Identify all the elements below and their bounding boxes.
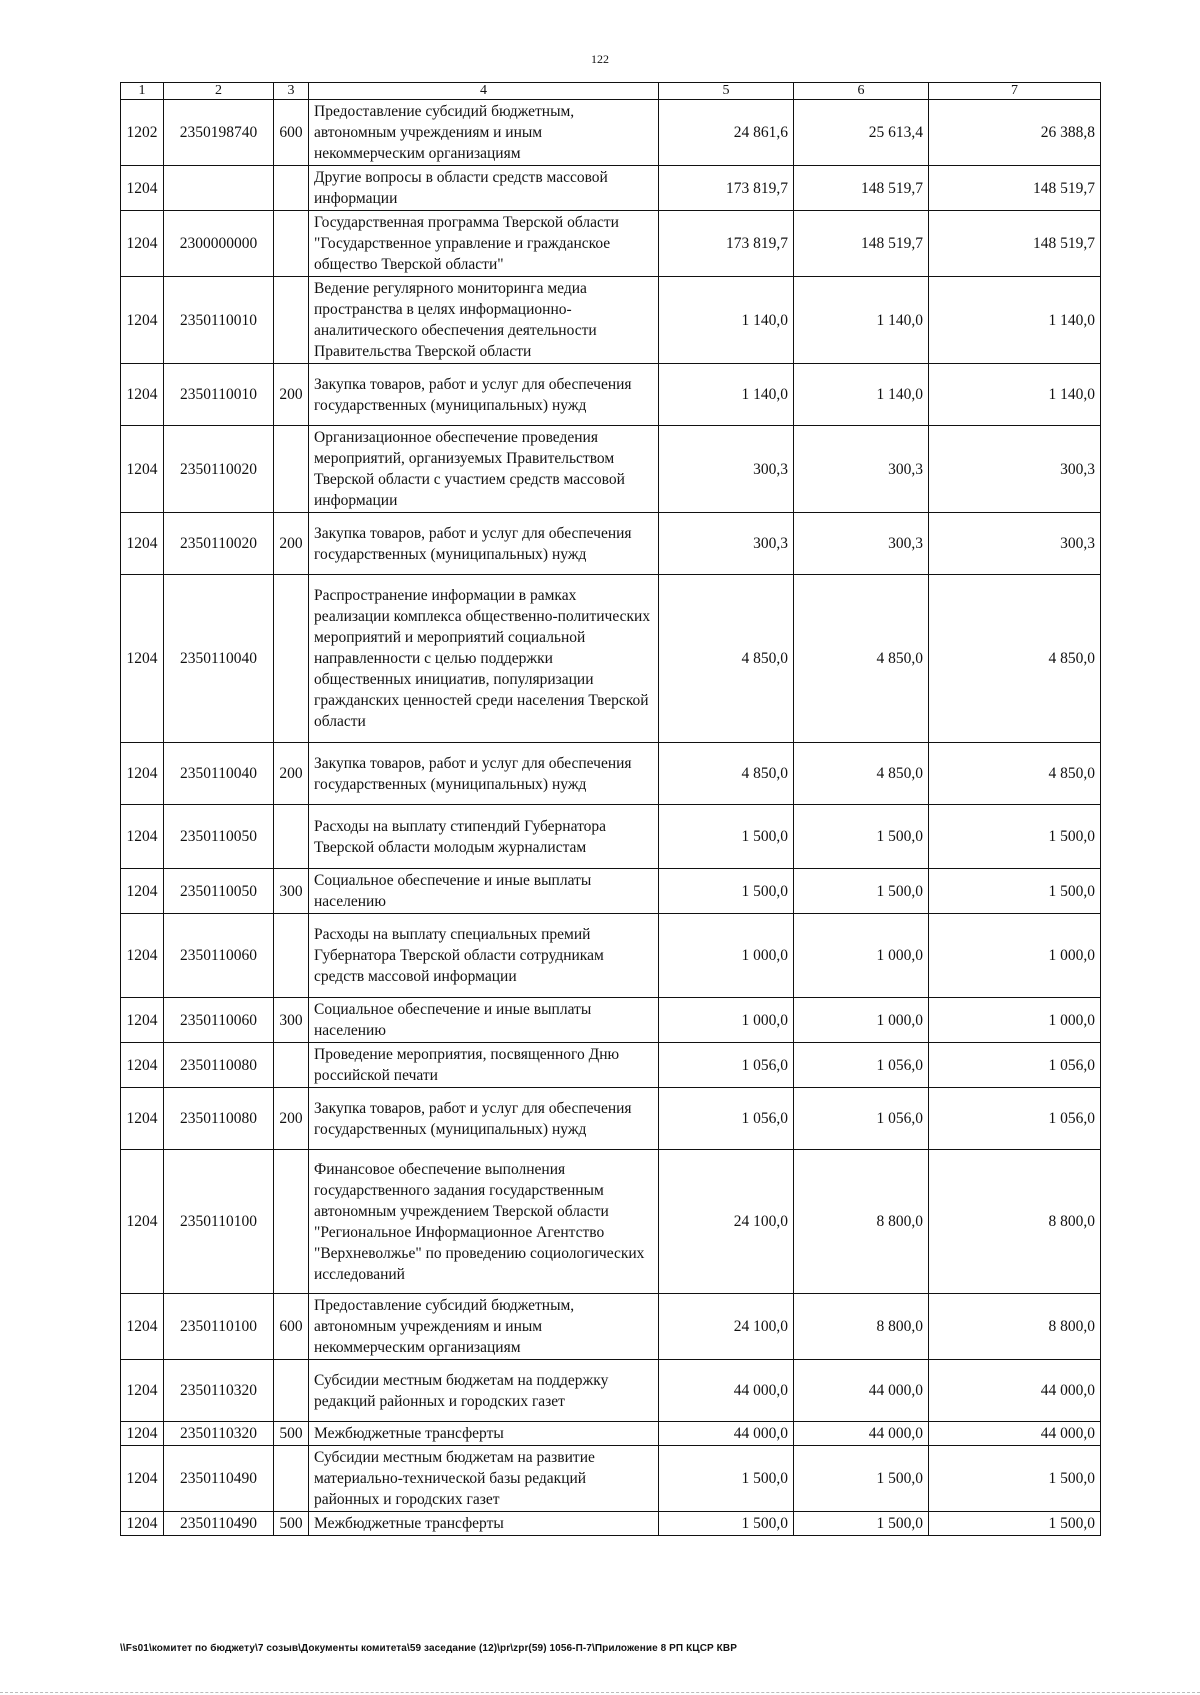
cell-section-code: 1204 (121, 364, 164, 426)
cell-amount-year-3: 26 388,8 (929, 100, 1101, 166)
cell-section-code: 1204 (121, 1512, 164, 1536)
cell-expense-type (274, 575, 309, 743)
cell-amount-year-2: 44 000,0 (794, 1422, 929, 1446)
cell-section-code: 1202 (121, 100, 164, 166)
cell-expense-type: 200 (274, 364, 309, 426)
cell-amount-year-2: 1 500,0 (794, 1446, 929, 1512)
cell-description: Ведение регулярного мониторинга медиа пространства в целях информационно-аналитического обеспечения деятельности Правительства Тверской области (309, 277, 659, 364)
cell-description: Социальное обеспечение и иные выплаты населению (309, 998, 659, 1043)
cell-amount-year-2: 1 140,0 (794, 364, 929, 426)
table-header-row (121, 83, 1101, 100)
cell-target-code: 2350110100 (164, 1294, 274, 1360)
cell-description: Предоставление субсидий бюджетным, автономным учреждениям и иным некоммерческим организациям (309, 100, 659, 166)
cell-amount-year-1: 1 000,0 (659, 914, 794, 998)
cell-amount-year-3: 1 056,0 (929, 1088, 1101, 1150)
cell-expense-type: 500 (274, 1512, 309, 1536)
cell-amount-year-3: 4 850,0 (929, 743, 1101, 805)
cell-section-code: 1204 (121, 914, 164, 998)
cell-amount-year-1: 1 056,0 (659, 1088, 794, 1150)
cell-amount-year-1: 173 819,7 (659, 166, 794, 211)
cell-amount-year-3: 300,3 (929, 426, 1101, 513)
cell-target-code: 2350110010 (164, 364, 274, 426)
table-row (121, 869, 1101, 914)
cell-amount-year-3: 1 500,0 (929, 805, 1101, 869)
cell-expense-type (274, 1150, 309, 1294)
table-row (121, 998, 1101, 1043)
cell-target-code: 2350110050 (164, 805, 274, 869)
cell-amount-year-2: 300,3 (794, 426, 929, 513)
cell-section-code: 1204 (121, 1422, 164, 1446)
cell-amount-year-2: 1 500,0 (794, 1512, 929, 1536)
cell-amount-year-3: 8 800,0 (929, 1294, 1101, 1360)
table-row (121, 1512, 1101, 1536)
cell-target-code: 2350110040 (164, 575, 274, 743)
table-row (121, 1294, 1101, 1360)
column-header-2: 2 (164, 83, 274, 100)
column-header-4: 4 (309, 83, 659, 100)
cell-target-code: 2350110020 (164, 513, 274, 575)
cell-description: Организационное обеспечение проведения мероприятий, организуемых Правительством Тверской области с участием средств массовой информации (309, 426, 659, 513)
cell-description: Закупка товаров, работ и услуг для обеспечения государственных (муниципальных) нужд (309, 1088, 659, 1150)
cell-description: Субсидии местным бюджетам на развитие материально-технической базы редакций районных и городских газет (309, 1446, 659, 1512)
cell-amount-year-1: 173 819,7 (659, 211, 794, 277)
cell-expense-type (274, 211, 309, 277)
table-row (121, 1150, 1101, 1294)
cell-target-code: 2350110320 (164, 1360, 274, 1422)
cell-expense-type: 600 (274, 1294, 309, 1360)
cell-target-code: 2350110020 (164, 426, 274, 513)
cell-section-code: 1204 (121, 998, 164, 1043)
cell-expense-type (274, 426, 309, 513)
cell-amount-year-3: 44 000,0 (929, 1422, 1101, 1446)
cell-amount-year-3: 8 800,0 (929, 1150, 1101, 1294)
cell-target-code: 2350110060 (164, 914, 274, 998)
cell-description: Закупка товаров, работ и услуг для обеспечения государственных (муниципальных) нужд (309, 743, 659, 805)
cell-description: Закупка товаров, работ и услуг для обеспечения государственных (муниципальных) нужд (309, 364, 659, 426)
cell-amount-year-3: 1 000,0 (929, 914, 1101, 998)
table-row (121, 1360, 1101, 1422)
cell-section-code: 1204 (121, 1088, 164, 1150)
cell-amount-year-2: 25 613,4 (794, 100, 929, 166)
cell-expense-type: 600 (274, 100, 309, 166)
column-header-1: 1 (121, 83, 164, 100)
cell-amount-year-1: 44 000,0 (659, 1422, 794, 1446)
cell-section-code: 1204 (121, 1150, 164, 1294)
cell-section-code: 1204 (121, 513, 164, 575)
cell-amount-year-3: 148 519,7 (929, 211, 1101, 277)
cell-expense-type: 300 (274, 998, 309, 1043)
cell-target-code: 2350110040 (164, 743, 274, 805)
cell-expense-type: 200 (274, 1088, 309, 1150)
cell-section-code: 1204 (121, 1043, 164, 1088)
cell-amount-year-2: 1 000,0 (794, 914, 929, 998)
cell-section-code: 1204 (121, 805, 164, 869)
cell-expense-type (274, 277, 309, 364)
cell-target-code: 2350110490 (164, 1446, 274, 1512)
cell-expense-type: 200 (274, 513, 309, 575)
cell-amount-year-2: 8 800,0 (794, 1294, 929, 1360)
cell-section-code: 1204 (121, 426, 164, 513)
cell-section-code: 1204 (121, 211, 164, 277)
cell-amount-year-1: 300,3 (659, 513, 794, 575)
cell-amount-year-2: 148 519,7 (794, 211, 929, 277)
cell-amount-year-3: 148 519,7 (929, 166, 1101, 211)
cell-target-code: 2350110490 (164, 1512, 274, 1536)
table-row (121, 743, 1101, 805)
cell-description: Межбюджетные трансферты (309, 1512, 659, 1536)
cell-amount-year-2: 148 519,7 (794, 166, 929, 211)
cell-target-code: 2350110320 (164, 1422, 274, 1446)
cell-expense-type: 200 (274, 743, 309, 805)
column-header-7: 7 (929, 83, 1101, 100)
cell-target-code: 2350110010 (164, 277, 274, 364)
table-row (121, 575, 1101, 743)
cell-amount-year-3: 1 056,0 (929, 1043, 1101, 1088)
cell-description: Государственная программа Тверской области "Государственное управление и гражданское общество Тверской области" (309, 211, 659, 277)
cell-amount-year-2: 1 500,0 (794, 869, 929, 914)
table-row (121, 805, 1101, 869)
table-row (121, 1446, 1101, 1512)
cell-expense-type (274, 805, 309, 869)
cell-expense-type (274, 166, 309, 211)
cell-expense-type (274, 1446, 309, 1512)
cell-section-code: 1204 (121, 743, 164, 805)
table-row (121, 364, 1101, 426)
cell-amount-year-1: 1 000,0 (659, 998, 794, 1043)
cell-description: Распространение информации в рамках реализации комплекса общественно-политических мероприятий и мероприятий социальной направленности с целью поддержки общественных инициатив, популяризации гражданских ценностей среди населения Тверской области (309, 575, 659, 743)
cell-description: Расходы на выплату стипендий Губернатора Тверской области молодым журналистам (309, 805, 659, 869)
cell-amount-year-2: 44 000,0 (794, 1360, 929, 1422)
cell-amount-year-3: 1 140,0 (929, 364, 1101, 426)
cell-amount-year-2: 4 850,0 (794, 743, 929, 805)
column-header-3: 3 (274, 83, 309, 100)
cell-section-code: 1204 (121, 869, 164, 914)
cell-expense-type: 500 (274, 1422, 309, 1446)
cell-amount-year-3: 1 500,0 (929, 869, 1101, 914)
cell-description: Межбюджетные трансферты (309, 1422, 659, 1446)
cell-section-code: 1204 (121, 575, 164, 743)
cell-section-code: 1204 (121, 277, 164, 364)
cell-amount-year-1: 24 100,0 (659, 1150, 794, 1294)
cell-section-code: 1204 (121, 166, 164, 211)
cell-amount-year-3: 4 850,0 (929, 575, 1101, 743)
cell-amount-year-1: 1 500,0 (659, 1446, 794, 1512)
cell-amount-year-1: 24 861,6 (659, 100, 794, 166)
cell-amount-year-1: 4 850,0 (659, 575, 794, 743)
cell-amount-year-2: 4 850,0 (794, 575, 929, 743)
cell-description: Расходы на выплату специальных премий Губернатора Тверской области сотрудникам средств массовой информации (309, 914, 659, 998)
cell-amount-year-2: 1 056,0 (794, 1088, 929, 1150)
cell-amount-year-1: 4 850,0 (659, 743, 794, 805)
cell-description: Предоставление субсидий бюджетным, автономным учреждениям и иным некоммерческим организациям (309, 1294, 659, 1360)
cell-amount-year-2: 1 140,0 (794, 277, 929, 364)
cell-target-code: 2350110050 (164, 869, 274, 914)
cell-description: Субсидии местным бюджетам на поддержку редакций районных и городских газет (309, 1360, 659, 1422)
cell-target-code: 2350110060 (164, 998, 274, 1043)
cell-amount-year-1: 1 500,0 (659, 1512, 794, 1536)
cell-amount-year-1: 44 000,0 (659, 1360, 794, 1422)
cell-target-code: 2300000000 (164, 211, 274, 277)
cell-target-code: 2350110080 (164, 1043, 274, 1088)
table-row (121, 211, 1101, 277)
cell-amount-year-3: 1 000,0 (929, 998, 1101, 1043)
cell-expense-type (274, 1360, 309, 1422)
file-path-footer: \\Fs01\комитет по бюджету\7 созыв\Документы комитета\59 заседание (12)\pr\zpr(59) 1056-П-7\Приложение 8 РП КЦСР КВР (120, 1643, 737, 1654)
cell-target-code: 2350110080 (164, 1088, 274, 1150)
cell-description: Социальное обеспечение и иные выплаты населению (309, 869, 659, 914)
column-header-6: 6 (794, 83, 929, 100)
table-row (121, 914, 1101, 998)
table-row (121, 1422, 1101, 1446)
table-row (121, 166, 1101, 211)
cell-amount-year-1: 1 140,0 (659, 277, 794, 364)
cell-amount-year-2: 8 800,0 (794, 1150, 929, 1294)
cell-amount-year-3: 300,3 (929, 513, 1101, 575)
cell-amount-year-2: 1 056,0 (794, 1043, 929, 1088)
cell-description: Другие вопросы в области средств массовой информации (309, 166, 659, 211)
cell-amount-year-3: 1 500,0 (929, 1512, 1101, 1536)
cell-amount-year-3: 1 140,0 (929, 277, 1101, 364)
cell-expense-type (274, 914, 309, 998)
cell-expense-type: 300 (274, 869, 309, 914)
column-header-5: 5 (659, 83, 794, 100)
cell-amount-year-2: 1 000,0 (794, 998, 929, 1043)
cell-section-code: 1204 (121, 1360, 164, 1422)
cell-target-code: 2350198740 (164, 100, 274, 166)
table-row (121, 1043, 1101, 1088)
cell-expense-type (274, 1043, 309, 1088)
cell-description: Закупка товаров, работ и услуг для обеспечения государственных (муниципальных) нужд (309, 513, 659, 575)
table-row (121, 1088, 1101, 1150)
cell-amount-year-1: 1 140,0 (659, 364, 794, 426)
cell-amount-year-2: 300,3 (794, 513, 929, 575)
table-row (121, 513, 1101, 575)
cell-target-code (164, 166, 274, 211)
table-row (121, 277, 1101, 364)
cell-description: Проведение мероприятия, посвященного Дню российской печати (309, 1043, 659, 1088)
cell-amount-year-2: 1 500,0 (794, 805, 929, 869)
cell-section-code: 1204 (121, 1446, 164, 1512)
cell-section-code: 1204 (121, 1294, 164, 1360)
cell-target-code: 2350110100 (164, 1150, 274, 1294)
cell-amount-year-1: 24 100,0 (659, 1294, 794, 1360)
cell-amount-year-1: 1 500,0 (659, 805, 794, 869)
table-row (121, 426, 1101, 513)
cell-amount-year-1: 300,3 (659, 426, 794, 513)
page-number: 122 (591, 52, 609, 66)
budget-table (120, 82, 1101, 1536)
budget-table-container (120, 82, 1100, 1536)
cell-description: Финансовое обеспечение выполнения государственного задания государственным автономным учреждением Тверской области "Региональное Информационное Агентство "Верхневолжье" по проведению социологических исследований (309, 1150, 659, 1294)
cell-amount-year-1: 1 056,0 (659, 1043, 794, 1088)
cell-amount-year-3: 44 000,0 (929, 1360, 1101, 1422)
scan-edge-line (0, 1692, 1200, 1693)
table-row (121, 100, 1101, 166)
table-body (121, 100, 1101, 1536)
cell-amount-year-1: 1 500,0 (659, 869, 794, 914)
cell-amount-year-3: 1 500,0 (929, 1446, 1101, 1512)
